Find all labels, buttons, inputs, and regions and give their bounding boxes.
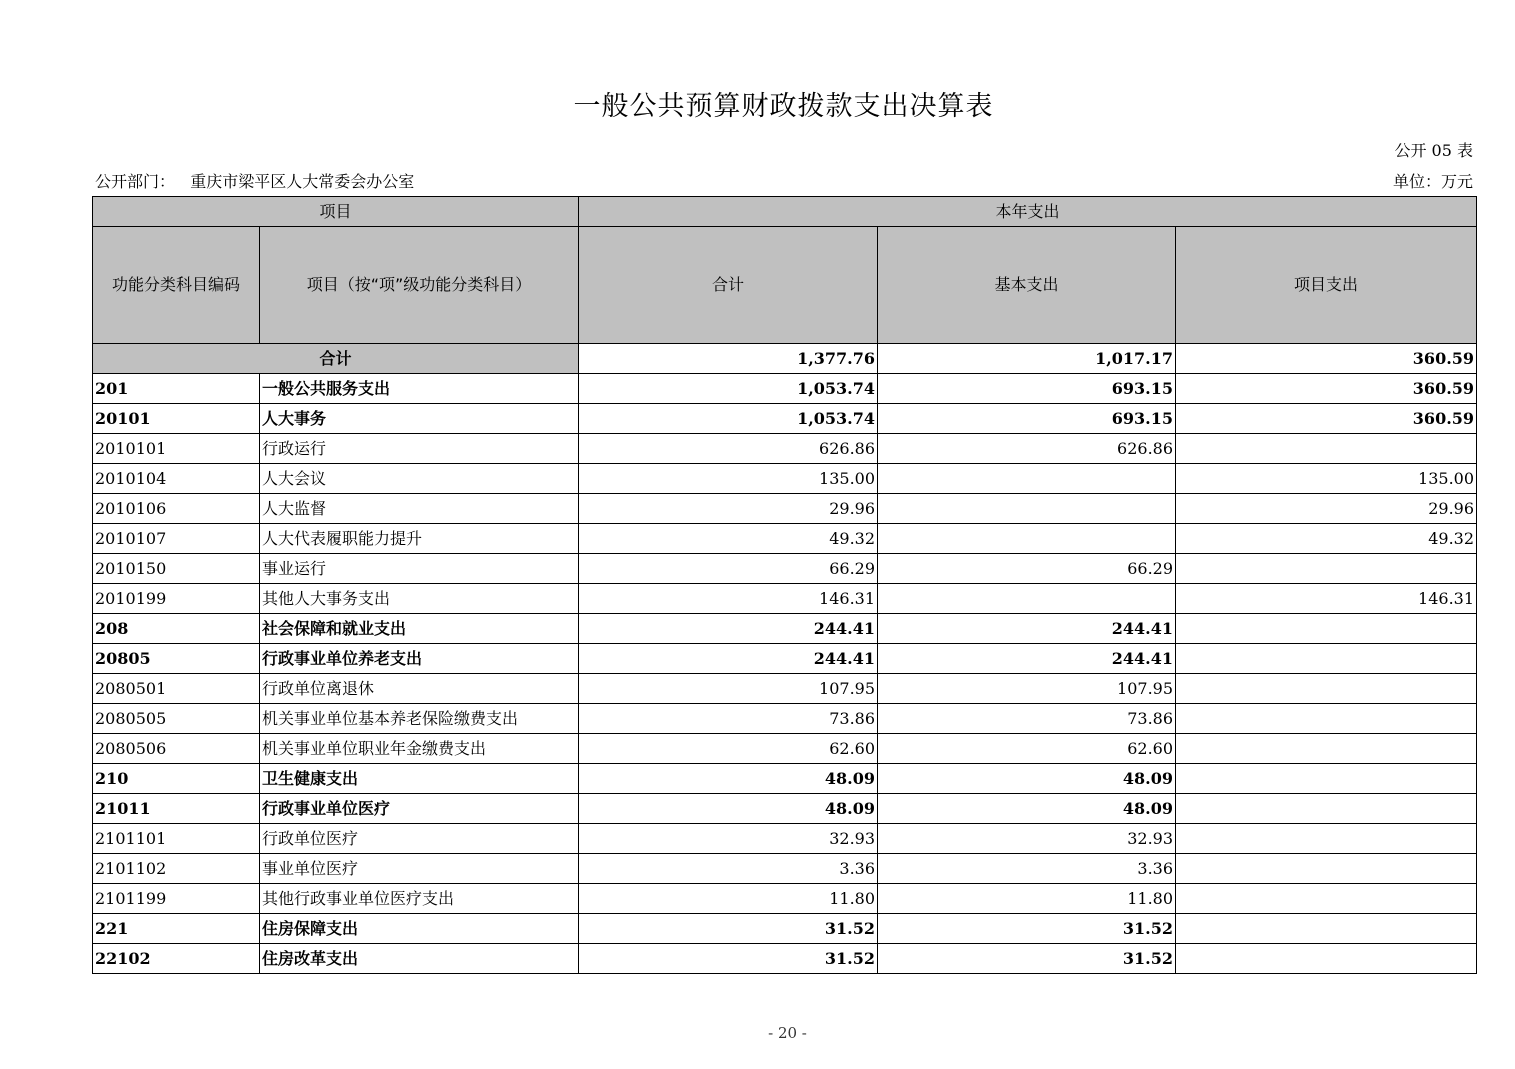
row-code: 2101102 (93, 854, 260, 884)
row-basic: 244.41 (878, 614, 1176, 644)
total-project: 360.59 (1176, 344, 1477, 374)
header-project: 项目 (93, 197, 579, 227)
row-code: 2010106 (93, 494, 260, 524)
row-project (1176, 644, 1477, 674)
table-row (93, 644, 1477, 674)
row-basic: 244.41 (878, 644, 1176, 674)
table-column-header-row (93, 227, 1477, 344)
row-project (1176, 914, 1477, 944)
header-project-expense: 项目支出 (1176, 227, 1477, 344)
row-code: 201 (93, 374, 260, 404)
row-code: 20805 (93, 644, 260, 674)
total-basic: 1,017.17 (878, 344, 1176, 374)
row-name: 社会保障和就业支出 (260, 614, 579, 644)
row-project: 135.00 (1176, 464, 1477, 494)
table-row (93, 794, 1477, 824)
row-total: 31.52 (579, 914, 878, 944)
row-name: 事业单位医疗 (260, 854, 579, 884)
row-name: 行政事业单位医疗 (260, 794, 579, 824)
row-code: 2010104 (93, 464, 260, 494)
row-code: 21011 (93, 794, 260, 824)
header-code: 功能分类科目编码 (93, 227, 260, 344)
row-basic: 693.15 (878, 374, 1176, 404)
row-total: 48.09 (579, 794, 878, 824)
department-label: 公开部门： (95, 172, 176, 191)
row-name: 行政运行 (260, 434, 579, 464)
row-project (1176, 854, 1477, 884)
table-row (93, 914, 1477, 944)
row-name: 人大会议 (260, 464, 579, 494)
row-total: 32.93 (579, 824, 878, 854)
row-name: 机关事业单位职业年金缴费支出 (260, 734, 579, 764)
row-basic: 11.80 (878, 884, 1176, 914)
row-name: 行政事业单位养老支出 (260, 644, 579, 674)
row-total: 244.41 (579, 644, 878, 674)
row-name: 行政单位离退休 (260, 674, 579, 704)
row-total: 11.80 (579, 884, 878, 914)
row-code: 2010199 (93, 584, 260, 614)
row-basic (878, 584, 1176, 614)
row-name: 其他人大事务支出 (260, 584, 579, 614)
header-current-year: 本年支出 (579, 197, 1477, 227)
row-project (1176, 614, 1477, 644)
table-row (93, 404, 1477, 434)
table-row (93, 434, 1477, 464)
row-total: 244.41 (579, 614, 878, 644)
total-row (93, 344, 1477, 374)
row-total: 29.96 (579, 494, 878, 524)
row-name: 住房改革支出 (260, 944, 579, 974)
row-basic: 107.95 (878, 674, 1176, 704)
row-basic: 62.60 (878, 734, 1176, 764)
table-code: 公开 05 表 (1394, 141, 1473, 160)
row-basic: 3.36 (878, 854, 1176, 884)
row-project: 49.32 (1176, 524, 1477, 554)
row-basic: 48.09 (878, 794, 1176, 824)
row-basic (878, 464, 1176, 494)
row-name: 机关事业单位基本养老保险缴费支出 (260, 704, 579, 734)
page-number: - 20 - (768, 1024, 807, 1042)
row-code: 221 (93, 914, 260, 944)
row-basic (878, 524, 1176, 554)
row-total: 146.31 (579, 584, 878, 614)
department-name: 重庆市梁平区人大常委会办公室 (190, 172, 415, 191)
unit-label: 单位：万元 (1392, 172, 1473, 191)
row-name: 住房保障支出 (260, 914, 579, 944)
row-project: 29.96 (1176, 494, 1477, 524)
table-row (93, 734, 1477, 764)
row-code: 2010101 (93, 434, 260, 464)
row-code: 2010150 (93, 554, 260, 584)
header-item: 项目（按“项”级功能分类科目） (260, 227, 579, 344)
table-row (93, 554, 1477, 584)
row-basic (878, 494, 1176, 524)
budget-table (92, 196, 1477, 974)
table-row (93, 494, 1477, 524)
row-total: 31.52 (579, 944, 878, 974)
row-name: 人大事务 (260, 404, 579, 434)
department-line (95, 169, 414, 192)
row-total: 1,053.74 (579, 374, 878, 404)
row-basic: 693.15 (878, 404, 1176, 434)
row-name: 一般公共服务支出 (260, 374, 579, 404)
row-code: 2080505 (93, 704, 260, 734)
row-code: 22102 (93, 944, 260, 974)
header-basic: 基本支出 (878, 227, 1176, 344)
row-code: 2101101 (93, 824, 260, 854)
table-row (93, 524, 1477, 554)
table-row (93, 884, 1477, 914)
row-basic: 626.86 (878, 434, 1176, 464)
row-basic: 66.29 (878, 554, 1176, 584)
row-code: 2080501 (93, 674, 260, 704)
row-name: 卫生健康支出 (260, 764, 579, 794)
row-project: 146.31 (1176, 584, 1477, 614)
table-row (93, 464, 1477, 494)
row-project (1176, 674, 1477, 704)
row-code: 2080506 (93, 734, 260, 764)
row-total: 49.32 (579, 524, 878, 554)
row-total: 135.00 (579, 464, 878, 494)
row-code: 2010107 (93, 524, 260, 554)
row-total: 3.36 (579, 854, 878, 884)
table-row (93, 614, 1477, 644)
row-basic: 31.52 (878, 914, 1176, 944)
row-code: 2101199 (93, 884, 260, 914)
table-group-header-row (93, 197, 1477, 227)
row-total: 73.86 (579, 704, 878, 734)
row-project: 360.59 (1176, 374, 1477, 404)
row-project (1176, 704, 1477, 734)
row-basic: 73.86 (878, 704, 1176, 734)
row-project (1176, 434, 1477, 464)
table-row (93, 854, 1477, 884)
row-name: 人大监督 (260, 494, 579, 524)
row-name: 事业运行 (260, 554, 579, 584)
row-name: 其他行政事业单位医疗支出 (260, 884, 579, 914)
row-name: 行政单位医疗 (260, 824, 579, 854)
total-amount: 1,377.76 (579, 344, 878, 374)
row-total: 66.29 (579, 554, 878, 584)
table-row (93, 584, 1477, 614)
row-code: 20101 (93, 404, 260, 434)
row-code: 208 (93, 614, 260, 644)
table-row (93, 704, 1477, 734)
row-code: 210 (93, 764, 260, 794)
row-project (1176, 884, 1477, 914)
row-project (1176, 734, 1477, 764)
row-project (1176, 944, 1477, 974)
total-label: 合计 (93, 344, 579, 374)
row-project: 360.59 (1176, 404, 1477, 434)
row-project (1176, 554, 1477, 584)
row-total: 626.86 (579, 434, 878, 464)
page-title: 一般公共预算财政拨款支出决算表 (573, 91, 994, 122)
row-project (1176, 824, 1477, 854)
row-basic: 31.52 (878, 944, 1176, 974)
row-basic: 48.09 (878, 764, 1176, 794)
row-total: 48.09 (579, 764, 878, 794)
row-total: 107.95 (579, 674, 878, 704)
row-project (1176, 764, 1477, 794)
row-project (1176, 794, 1477, 824)
table-row (93, 764, 1477, 794)
table-row (93, 674, 1477, 704)
table-row (93, 944, 1477, 974)
header-total: 合计 (579, 227, 878, 344)
row-basic: 32.93 (878, 824, 1176, 854)
table-row (93, 824, 1477, 854)
row-total: 62.60 (579, 734, 878, 764)
row-total: 1,053.74 (579, 404, 878, 434)
row-name: 人大代表履职能力提升 (260, 524, 579, 554)
table-row (93, 374, 1477, 404)
